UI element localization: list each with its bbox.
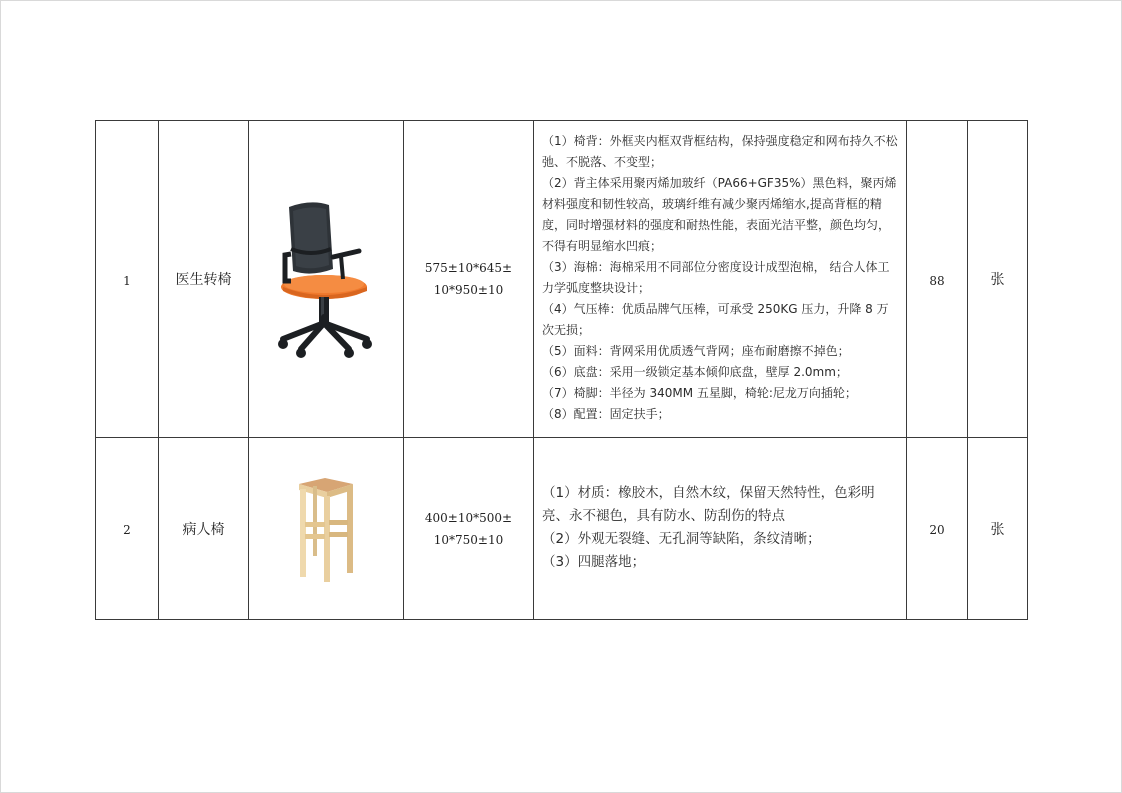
description-cell bbox=[534, 121, 907, 438]
size-cell bbox=[404, 121, 534, 438]
description-item: （2）背主体采用聚丙烯加玻纤（PA66+GF35%）黑色料，聚丙烯材料强度和韧性较高，玻璃纤维有减少聚丙烯缩水,提高背框的精度，同时增强材料的强度和耐热性能，表面光洁平整，颜色均匀，不得有明显缩水凹痕； bbox=[542, 176, 897, 253]
unit-cell bbox=[968, 438, 1028, 620]
description-list bbox=[542, 131, 900, 425]
size-cell bbox=[404, 438, 534, 620]
description-item: （7）椅脚：半径为 340MM 五星脚，椅轮:尼龙万向插轮； bbox=[542, 386, 857, 400]
index-cell bbox=[96, 121, 159, 438]
image-cell bbox=[249, 438, 404, 620]
quantity-cell bbox=[907, 121, 968, 438]
name-cell bbox=[159, 121, 249, 438]
table-row bbox=[96, 121, 1028, 438]
unit-cell bbox=[968, 121, 1028, 438]
description-item: （8）配置：固定扶手； bbox=[542, 407, 670, 421]
row-index: 1 bbox=[123, 273, 131, 288]
quantity: 88 bbox=[929, 273, 945, 288]
index-cell bbox=[96, 438, 159, 620]
unit: 张 bbox=[990, 521, 1005, 538]
description-item: （6）底盘：采用一级锁定基本倾仰底盘，壁厚 2.0mm； bbox=[542, 365, 848, 379]
size-line-1: 400±10*500± bbox=[424, 510, 513, 525]
description-item: （5）面料：背网采用优质透气背网；座布耐磨擦不掉色； bbox=[542, 344, 850, 358]
description-item: （1）材质：橡胶木，自然木纹，保留天然特性，色彩明亮、永不褪色，具有防水、防刮伤的特点 bbox=[542, 484, 875, 524]
quantity: 20 bbox=[929, 523, 945, 537]
size-line-2: 10*750±10 bbox=[433, 532, 504, 547]
wooden-stool-image bbox=[291, 474, 361, 584]
description-cell bbox=[534, 438, 907, 620]
name-cell bbox=[159, 438, 249, 620]
description-item: （2）外观无裂缝、无孔洞等缺陷，条纹清晰； bbox=[542, 530, 821, 547]
office-chair-image bbox=[271, 199, 381, 359]
product-spec-table bbox=[95, 120, 1028, 620]
size-line-2: 10*950±10 bbox=[433, 283, 504, 297]
size-line-1: 575±10*645± bbox=[424, 261, 513, 275]
image-cell bbox=[249, 121, 404, 438]
unit: 张 bbox=[990, 272, 1005, 288]
row-index: 2 bbox=[123, 523, 131, 537]
product-name: 医生转椅 bbox=[175, 272, 232, 288]
quantity-cell bbox=[907, 438, 968, 620]
table-row bbox=[96, 438, 1028, 620]
description-item: （3）海棉：海棉采用不同部位分密度设计成型泡棉， 结合人体工力学弧度整块设计； bbox=[542, 260, 890, 295]
description-item: （4）气压棒：优质品牌气压棒，可承受 250KG 压力，升降 8 万次无损； bbox=[542, 302, 889, 337]
product-name: 病人椅 bbox=[182, 521, 225, 538]
description-item: （3）四腿落地； bbox=[542, 553, 646, 570]
description-list bbox=[542, 482, 900, 574]
description-item: （1）椅背：外框夹内框双背框结构，保持强度稳定和网布持久不松弛、不脱落、不变型； bbox=[542, 134, 898, 169]
